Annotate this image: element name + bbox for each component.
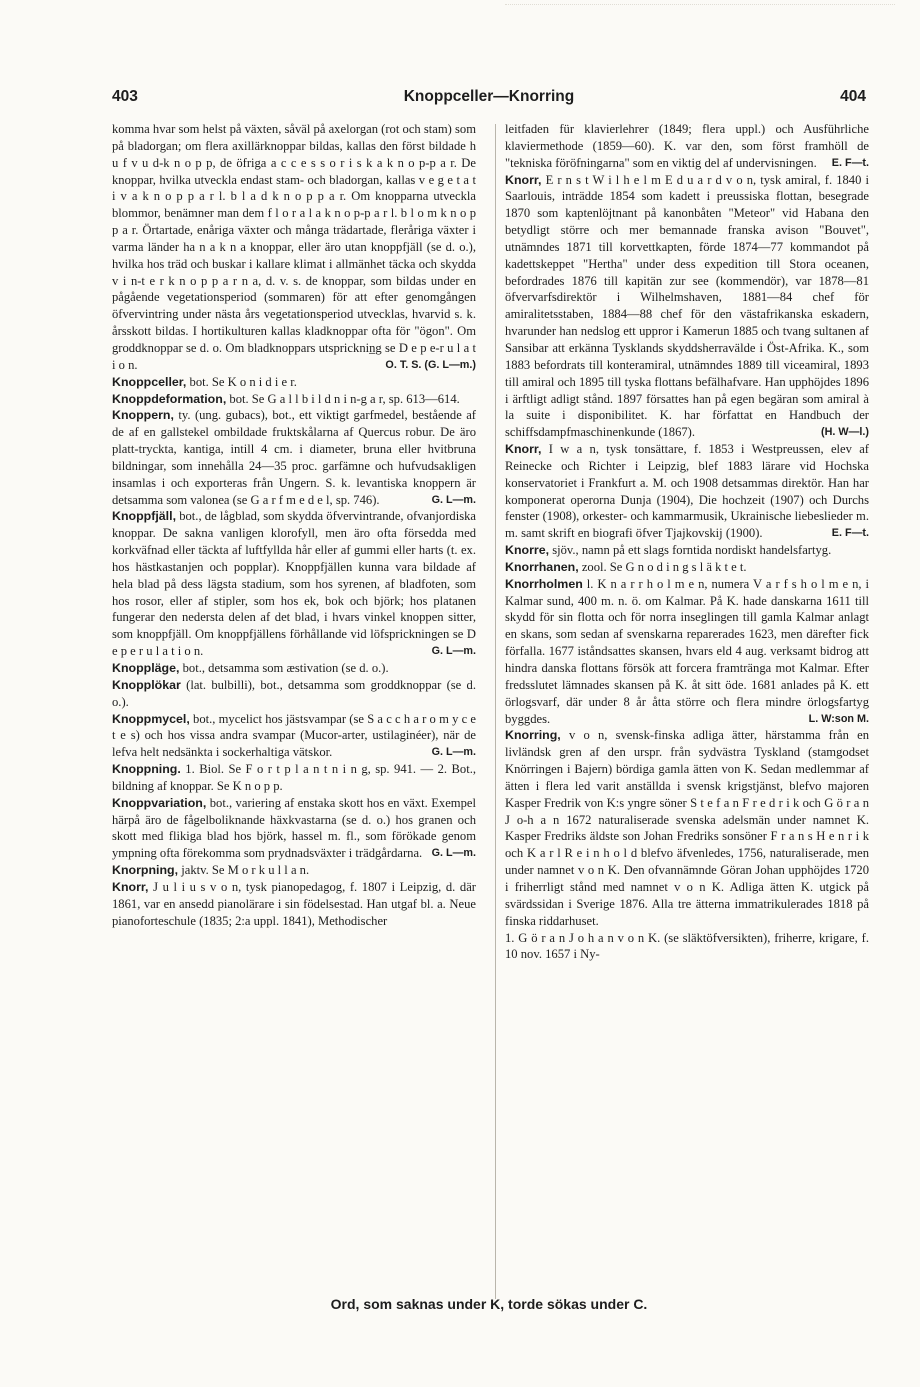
page-header xyxy=(112,88,866,110)
dictionary-entry xyxy=(112,761,476,795)
entry-text: bot. Se K o n i d i e r. xyxy=(186,374,297,389)
entry-headword: Knorr, xyxy=(505,172,542,187)
dictionary-entry xyxy=(112,862,476,879)
entry-headword: Knoppfjäll, xyxy=(112,509,177,524)
entry-text: bot., mycelict hos jästsvampar (se S a c c h a r o m y c e t e s) och hos vissa andra svampar (Mucor-arter, ustilaginéer), när de lefva helt nedsänkta i sockerhaltiga vätskor. xyxy=(112,711,476,760)
entry-headword: Knorr, xyxy=(112,879,149,894)
entry-headword: Knorr, xyxy=(505,442,542,457)
entry-text: komma hvar som helst på växten, såväl på axelorgan (rot och stam) som på bladorgan; om flera axillärknoppar bildas, kallas den först bildade h u f v u d-k n o p p, de öfriga a c c e s s o r i s k a k n o p-p a r. De knoppar, hvilka utveckla endast stam- och bladorgan, kallas v e g e t a t i v a k n o p p a r l. b l a d k n o p p a r. Om knopparna utveckla blommor, benämner man dem f l o r a l a k n o p-p a r l. b l o m k n o p p a r. Örtartade, enåriga växter och många trädartade, fleråriga växter i varma länder ha n a k n a knoppar, eller äro utan knoppfjäll (se d. o.), hvilka hos träd och buskar i kallare klimat i allmänhet täcka och skydda v i n-t e r k n o p p a r n a, d. v. s. de knoppar, som bildas under en pågående vegetationsperiod (sommaren) för att efter genomgången öfvervintring under nästa års vegetationsperiod utvecklas, hvarvid s. k. årsskott bildas. I hortikulturen kallas kladknoppar ofta för "ögon". Om groddknoppar se d. o. Om bladknoppars utspricknin̲g se D e p e-r u l a t i o n. xyxy=(112,122,476,372)
dictionary-entry xyxy=(505,542,869,559)
entry-text: (lat. bulbilli), bot., detsamma som groddknoppar (se d. o.). xyxy=(112,677,476,709)
entry-text: sjöv., namn på ett slags forntida nordiskt handelsfartyg. xyxy=(549,543,832,558)
dictionary-entry xyxy=(505,930,869,964)
author-signature: G. L—m. xyxy=(431,746,476,759)
author-signature: E. F—t. xyxy=(831,527,869,540)
author-signature: E. F—t. xyxy=(831,156,869,169)
author-signature: (H. W—l.) xyxy=(821,426,869,439)
dictionary-entry xyxy=(112,121,476,374)
dictionary-entry xyxy=(112,391,476,408)
entry-headword: Knoppläge, xyxy=(112,661,180,675)
right-column xyxy=(505,121,869,963)
scan-artifact xyxy=(505,4,895,9)
dictionary-entry xyxy=(112,677,476,711)
entry-headword: Knorrholmen xyxy=(505,576,583,591)
entry-headword: Knoppceller, xyxy=(112,374,187,389)
dictionary-entry xyxy=(505,121,869,172)
dictionary-entry xyxy=(112,508,476,660)
dictionary-entry xyxy=(112,374,476,391)
entry-text: v o n, svensk-finska adliga ätter, härstamma från en livländsk gren af den urspr. från sydvästra Tyskland (stamgodset Knörringen i Bajern) bördiga gamla ätten von K. Sedan medlemmar af ätten i flera led varit anställda i svensk krigstjänst, blefvo majoren Kasper Fredrik von K:s yngre söner S t e f a n F r e d r i k och G ö r a n J o-h a n 1672 naturaliserade svenska adelsmän under namnet K. Kasper Fredriks äldste son Johan Fredriks sonsöner F r a n s H e n r i k och K a r l R e i n h o l d blefvo äfvenledes, 1756, naturaliserade, men under namnet v o n K. Den ofvannämnde Göran Johan upphöjdes 1720 i friherrligt stånd med namnet v o n K. Adliga ätten K. utgick på svärdssidan i Sverige 1876. Alla tre ätterna immatrikulerades 1818 på finska riddarhuset. xyxy=(505,728,869,928)
dictionary-entry xyxy=(112,407,476,508)
entry-headword: Knopplökar xyxy=(112,677,181,692)
entry-text: bot., de lågblad, som skydda öfvervintrande, ofvanjordiska knoppar. De sakna vanligen klorofyll, men äro ofta försedda med korkväfnad eller täckta af luftfyllda hår eller af gummi eller harts (t. ex. hos hästkastanjen och popplar). Knoppfjällen kunna vara bildade af hela blad på dess lägsta stadium, som hos syrenen, af bladfoten, som hos rosor, eller af stipler, som hos ek, bok och björk; hos platanen fungerar den nedersta delen af det blad, i hvars vinkel knoppen sitter, som knoppfjäll. Om knoppfjällens förhållande vid löfsprickningen se D e p e r u l a t i o n. xyxy=(112,509,476,659)
entry-headword: Knorre, xyxy=(505,543,550,558)
dictionary-entry xyxy=(505,172,869,442)
entry-text: ty. (ung. gubacs), bot., ett viktigt garfmedel, bestående af de af en gallstekel ombildade fruktskålarna af Quercus robur. De äro platt-tryckta, kantiga, intill 4 cm. i diameter, bruna eller hvitbruna bildningar, som innehålla 24—35 proc. garfämne och hufvudsakligen insamlas i och exporteras från Ungern. S. k. levantiska knoppern är detsamma som valonea (se G a r f m e d e l, sp. 746). xyxy=(112,408,476,507)
entry-text: bot., detsamma som æstivation (se d. o.). xyxy=(179,661,389,675)
entry-headword: Knoppmycel, xyxy=(112,711,190,726)
entry-text: jaktv. Se M o r k u l l a n. xyxy=(178,863,310,878)
entry-text: leitfaden für klavierlehrer (1849; flera uppl.) och Ausführliche klaviermethode (1859—60). K. var den, som först framhöll de "tekniska föröfningarna" som en viktig del af undervisningen. xyxy=(505,122,869,170)
author-signature: L. W:son M. xyxy=(808,712,869,725)
entry-headword: Knoppvariation, xyxy=(112,795,207,810)
entry-text: E r n s t W i l h e l m E d u a r d v o n, tysk amiral, f. 1840 i Saarlouis, inträdde 1854 som kadett i preussiska flottan, besegrade 1870 som kaptenlöjtnant på kanonbåten "Meteor" vid Habana den betydligt större och mer bemannade franska avison "Bouvet", utnämndes 1871 till korvettkapten, förde 1874—77 kommandot på kadettskeppet "Hertha" under dess expedition till Stora oceanen, befordrades 1876 till kapitän zur see (kommendör), var 1878—81 öfvervarfsdirektör i Wilhelmshaven, 1881—84 chef för amiralitetsstaben, 1884—88 chef för den västafrikanska eskadern, hvarunder han nedslog ett uppror i Kamerun 1885 och tvang sultanen af Sansibar att erkänna Tysklands skyddsherravälde i Öst-Afrika. K., som 1883 befordrats till konteramiral, utnämndes 1889 till viceamiral, 1893 till amiral och 1895 till tyska flottans befälhafvare. Han upphöjdes 1896 i ärftligt adligt stånd. 1897 försattes han på egen begäran som amiral à la suite i disponibilitet. K. har författat en Handbuch der schiffsdampfmaschinenkunde (1867). xyxy=(505,172,869,440)
left-column xyxy=(112,121,476,930)
author-signature: O. T. S. (G. L—m.) xyxy=(385,358,476,371)
entry-text: bot. Se G a l l b i l d n i n-g a r, sp. 613—614. xyxy=(226,391,460,406)
column-divider xyxy=(495,124,496,1299)
dictionary-entry xyxy=(505,559,869,576)
entry-headword: Knoppning. xyxy=(112,762,181,777)
entry-text: J u l i u s v o n, tysk pianopedagog, f. 1807 i Leipzig, d. där 1861, var en ansedd pianolärare i sin födelsestad. Han utgaf bl. a. Neue pianoforteschule (1835; 2:a uppl. 1841), Methodischer xyxy=(112,879,476,928)
dictionary-entry xyxy=(112,795,476,862)
running-title: Knoppceller—Knorring xyxy=(403,88,575,105)
entry-headword: Knoppdeformation, xyxy=(112,391,227,406)
author-signature: G. L—m. xyxy=(431,645,476,658)
dictionary-entry xyxy=(505,727,869,929)
entry-headword: Knorring, xyxy=(505,728,561,743)
page-number-right: 404 xyxy=(840,88,866,105)
entry-text: zool. Se G n o d i n g s l ä k t e t. xyxy=(578,559,747,574)
dictionary-entry xyxy=(112,660,476,677)
entry-headword: Knorpning, xyxy=(112,863,179,878)
page-number-left: 403 xyxy=(112,88,138,105)
dictionary-entry xyxy=(112,879,476,930)
entry-text: 1. Biol. Se F o r t p l a n t n i n g, sp. 941. — 2. Bot., bildning af knoppar. Se K n o p p. xyxy=(112,762,476,793)
entry-text: l. K n a r r h o l m e n, numera V a r f s h o l m e n, i Kalmar sund, 400 m. n. ö. om Kalmar. På K. hade danskarna 1611 till skydd för sin flotta och för norra inseglingen till gamla Kalmar anlagt en skans, som sedan af svenskarna reparerades 1623, men därefter fick förfalla. 1677 iståndsattes skansen, hvars eld 4 aug. verksamt bidrog att hindra danska flottans försök att forcera framträngа mot Kalmar. Efter fredsslutet lämnades skansen på K. åt sitt öde. 1681 anlades på K. ett örlogsvarf, där under 8 år åtta större och flera mindre örlogsfartyg byggdes. xyxy=(505,576,869,726)
entry-text: I w a n, tysk tonsättare, f. 1853 i Westpreussen, elev af Reinecke och Richter i Leipzig, blef 1883 lärare vid Hochska konservatoriet i Frankfurt a. M. och 1908 detsammas direktör. Han har komponerat operorna Dunja (1904), Die hochzeit (1907) och Durchs fenster (1908), orkester- och kammarmusik, Ukrainische liebeslieder m. m. samt skrift en biografi öfver Tjajkovskij (1900). xyxy=(505,442,869,541)
dictionary-entry xyxy=(505,576,869,728)
dictionary-entry xyxy=(505,441,869,542)
entry-text: 1. G ö r a n J o h a n v o n K. (se släktöfversikten), friherre, krigare, f. 10 nov. 1657 i Ny- xyxy=(505,930,869,962)
page-footer-note: Ord, som saknas under K, torde sökas under C. xyxy=(330,1296,648,1312)
dictionary-entry xyxy=(112,711,476,762)
author-signature: G. L—m. xyxy=(431,847,476,860)
entry-headword: Knoppern, xyxy=(112,408,174,423)
author-signature: G. L—m. xyxy=(431,493,476,506)
entry-headword: Knorrhanen, xyxy=(505,559,579,574)
entry-text: bot., variering af enstaka skott hos en växt. Exempel härpå äro de fågelboliknande häxkvastarna (se d. o.) hos granen och skott med flikiga blad hos björk, hassel m. fl., som förökade genom ympning ofta förekomma som prydnadsväxter i trädgårdarna. xyxy=(112,795,476,861)
